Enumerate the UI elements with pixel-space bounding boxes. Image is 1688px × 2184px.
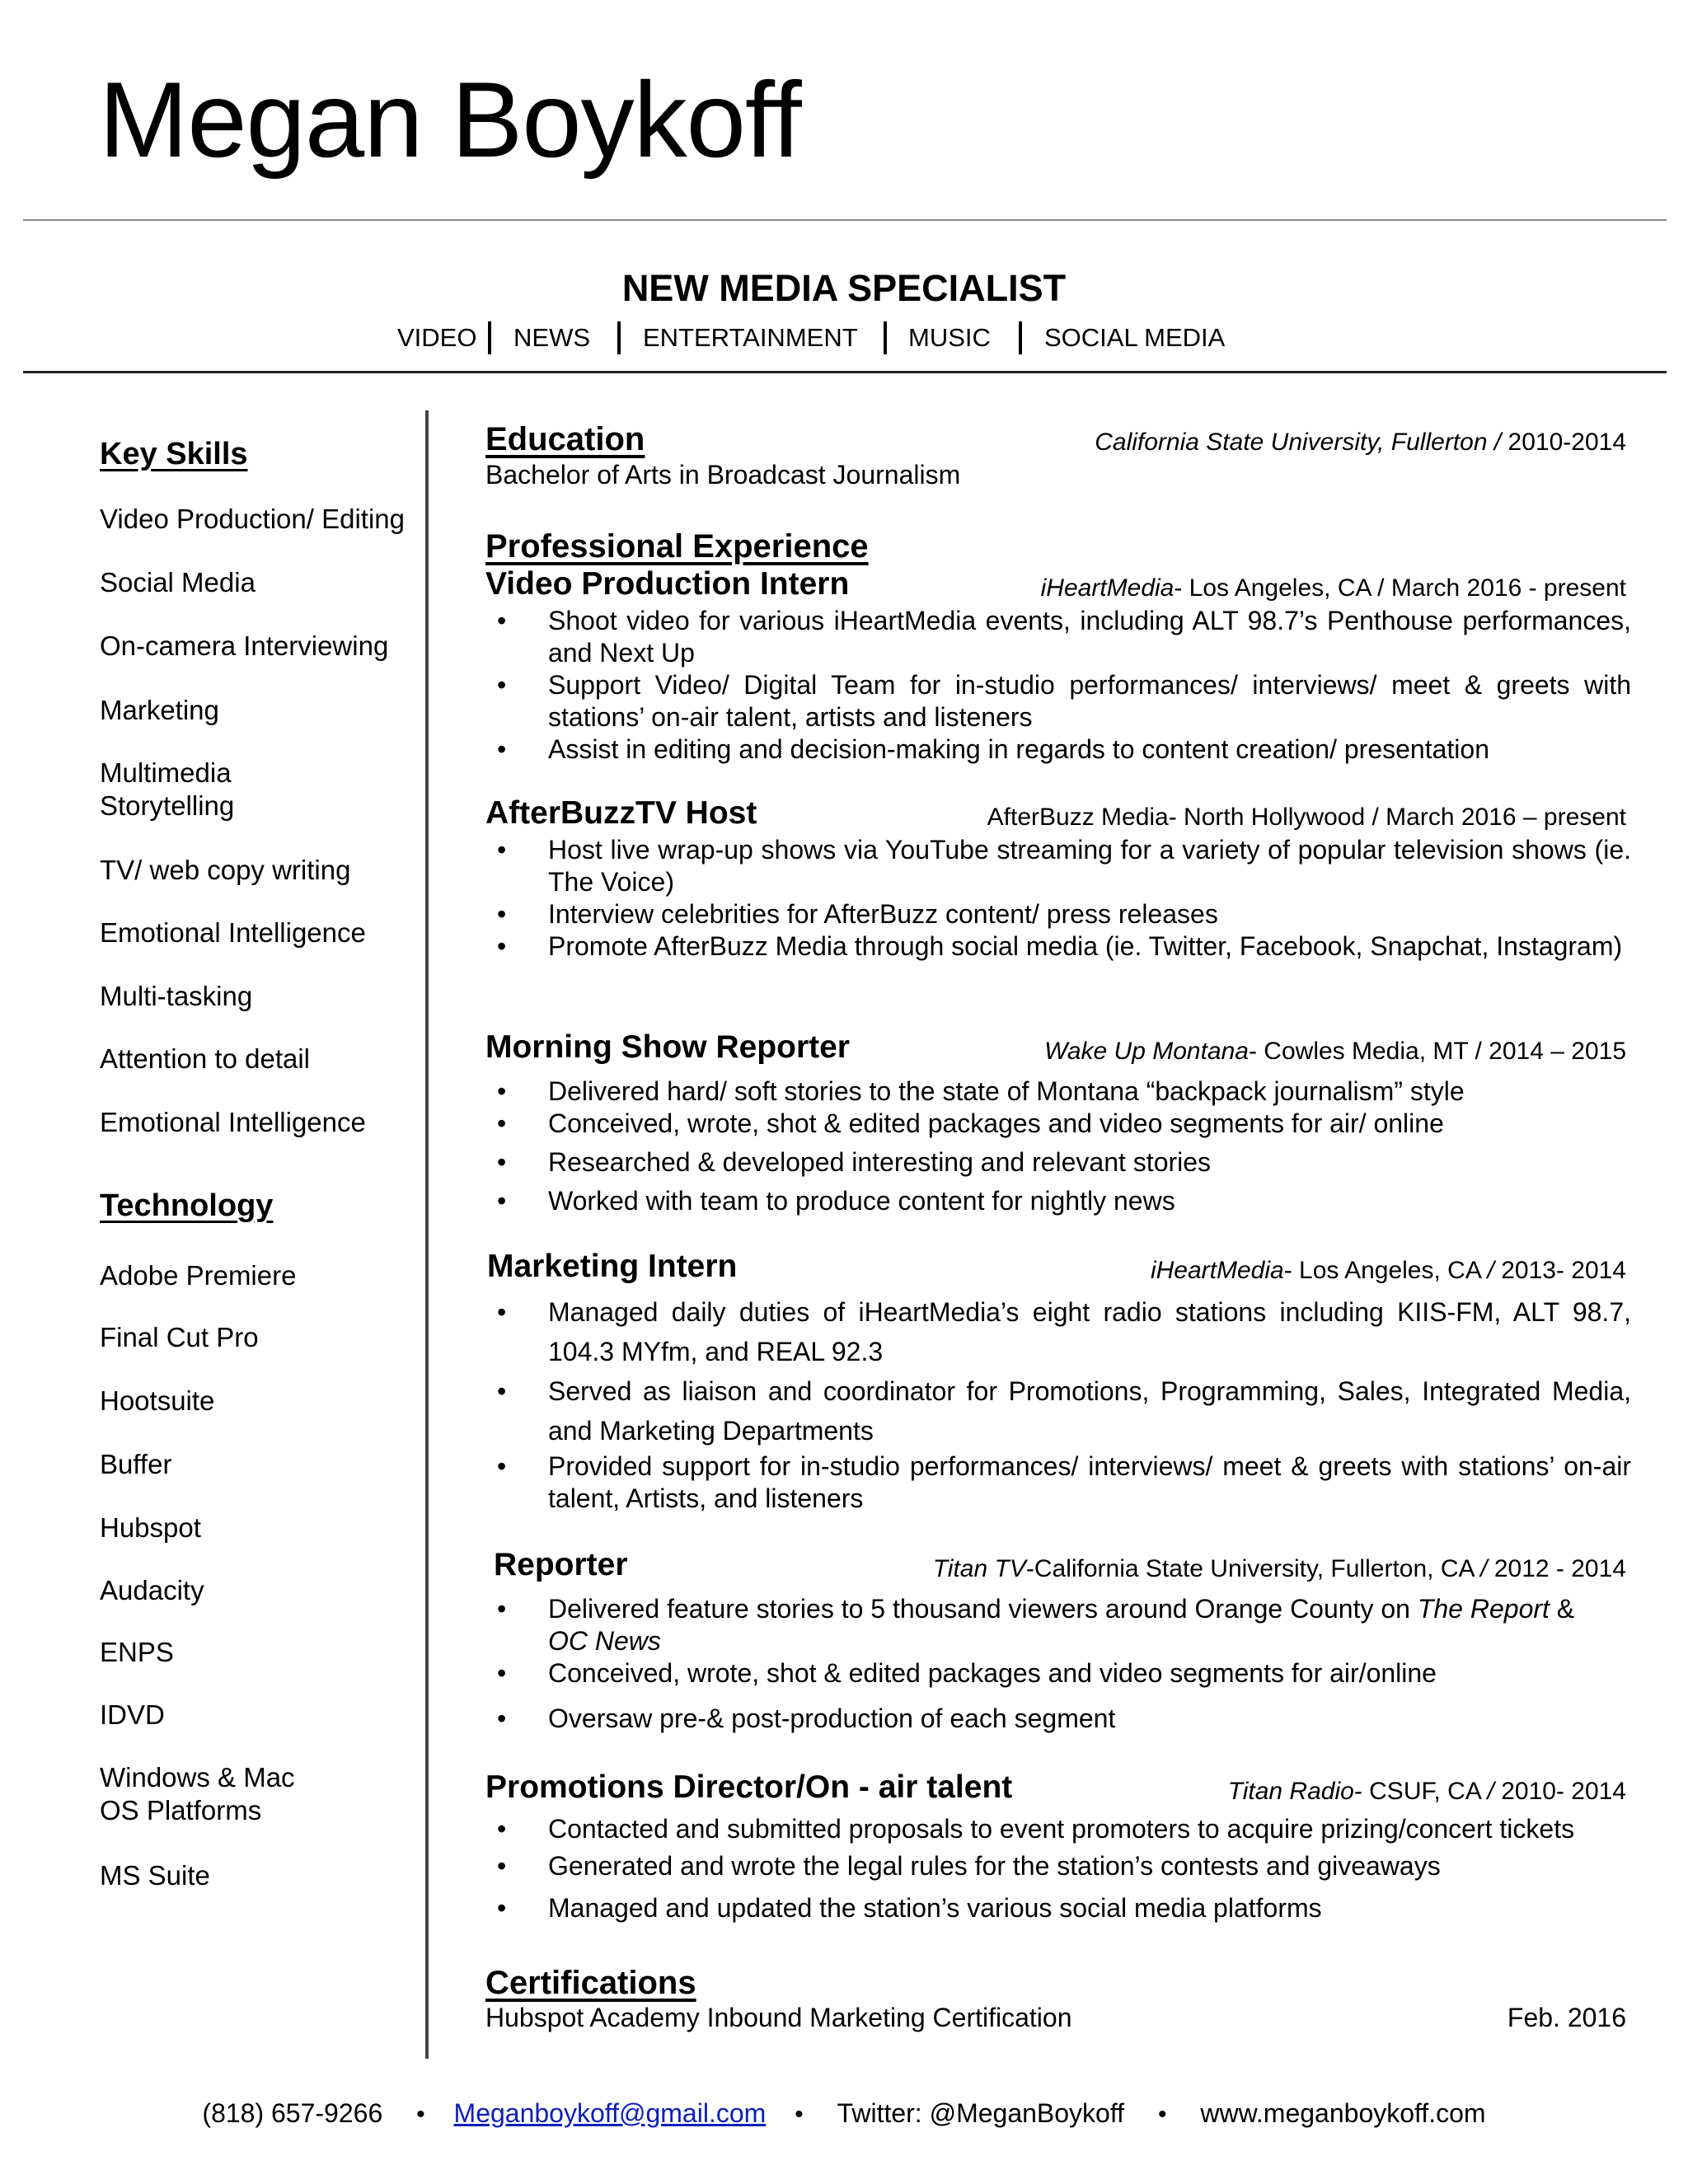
education-years: 2010-2014 bbox=[1507, 429, 1626, 456]
skill-item: Storytelling bbox=[100, 790, 235, 821]
bullet-dot: • bbox=[497, 1893, 507, 1923]
education-meta bbox=[1095, 426, 1626, 459]
skill-item: Social Media bbox=[100, 567, 256, 598]
list-item bbox=[485, 1813, 1631, 1845]
contact-phone: (818) 657-9266 bbox=[202, 2098, 383, 2128]
contact-email-link[interactable]: Meganboykoff@gmail.com bbox=[453, 2098, 767, 2128]
certifications-heading: Certifications bbox=[485, 1965, 696, 2001]
skill-item: On-camera Interviewing bbox=[100, 630, 389, 661]
bullet-dot: • bbox=[497, 1147, 507, 1177]
footer-separator: • bbox=[1157, 2101, 1167, 2128]
bullet-text: Shoot video for various iHeartMedia events, including ALT 98.7’s Penthouse performances, and Next Up bbox=[548, 606, 1631, 668]
bullet-text: Provided support for in-studio performances/ interviews/ meet & greets with stations’ on-air talent, Artists, and listeners bbox=[548, 1451, 1631, 1513]
job-org: iHeartMedia bbox=[1040, 574, 1175, 602]
tech-item: Hubspot bbox=[100, 1512, 201, 1543]
bullet-dot: • bbox=[497, 1658, 507, 1688]
job-detail: - CSUF, CA bbox=[1353, 1778, 1488, 1805]
list-item bbox=[485, 1657, 1631, 1690]
category-social-media: SOCIAL MEDIA bbox=[1044, 323, 1226, 352]
job-detail: -California State University, Fullerton, CA bbox=[1025, 1555, 1481, 1582]
job-bullets bbox=[485, 834, 1631, 963]
certification-date: Feb. 2016 bbox=[1507, 2003, 1626, 2032]
list-item bbox=[485, 1850, 1631, 1882]
job-bullets bbox=[485, 1593, 1631, 1735]
bullet-dot: • bbox=[497, 931, 507, 961]
bullet-dot: • bbox=[497, 899, 507, 929]
skill-item: Multimedia bbox=[100, 757, 232, 788]
skill-item: Emotional Intelligence bbox=[100, 917, 366, 948]
bullet-text: Oversaw pre-& post-production of each segment bbox=[548, 1704, 1116, 1733]
bullet-dot: • bbox=[497, 670, 507, 700]
skill-item: Emotional Intelligence bbox=[100, 1107, 366, 1137]
job-meta bbox=[933, 1553, 1626, 1586]
list-item bbox=[485, 834, 1631, 898]
footer-separator: • bbox=[795, 2101, 804, 2128]
list-item bbox=[485, 1292, 1631, 1371]
list-item bbox=[485, 1451, 1631, 1515]
bullet-text: Contacted and submitted proposals to event promoters to acquire prizing/concert tickets bbox=[548, 1814, 1575, 1844]
bullet-dot: • bbox=[497, 1451, 507, 1481]
tech-item: Windows & Mac bbox=[100, 1762, 295, 1793]
bullet-dot: • bbox=[497, 1704, 507, 1733]
list-item bbox=[485, 733, 1631, 766]
list-item bbox=[485, 1593, 1631, 1657]
bullet-text: Managed and updated the station’s various social media platforms bbox=[548, 1893, 1322, 1923]
skill-item: Marketing bbox=[100, 695, 219, 725]
bullet-dot: • bbox=[497, 1186, 507, 1216]
header-divider-top bbox=[23, 219, 1667, 221]
bullet-text: Researched & developed interesting and relevant stories bbox=[548, 1147, 1212, 1177]
tech-item: Final Cut Pro bbox=[100, 1322, 259, 1352]
job-org: AfterBuzz Media bbox=[987, 804, 1169, 831]
job-meta bbox=[1044, 1035, 1626, 1068]
bullet-text: Delivered hard/ soft stories to the state of Montana “backpack journalism” style bbox=[548, 1076, 1465, 1106]
list-item bbox=[485, 1108, 1631, 1140]
tech-item: Hootsuite bbox=[100, 1385, 215, 1416]
education-degree: Bachelor of Arts in Broadcast Journalism bbox=[485, 460, 961, 490]
resume-name: Megan Boykoff bbox=[99, 59, 801, 180]
education-heading: Education bbox=[485, 421, 645, 457]
job-years: 2013- 2014 bbox=[1493, 1257, 1626, 1284]
bullet-text: Served as liaison and coordinator for Promotions, Programming, Sales, Integrated Media, and Marketing Departments bbox=[548, 1376, 1631, 1446]
skill-item: Video Production/ Editing bbox=[100, 504, 405, 534]
job-detail: - Cowles Media, MT / 2014 – 2015 bbox=[1248, 1038, 1626, 1065]
list-item bbox=[485, 1892, 1631, 1924]
bullet-text: Promote AfterBuzz Media through social media (ie. Twitter, Facebook, Snapchat, Instagram) bbox=[548, 931, 1623, 961]
sidebar-divider bbox=[425, 410, 429, 2059]
bullet-text: Managed daily duties of iHeartMedia’s eight radio stations including KIIS-FM, ALT 98.7, 104.3 MYfm, and REAL 92.3 bbox=[548, 1297, 1631, 1366]
list-item bbox=[485, 1185, 1631, 1217]
bullet-text-italic: The Report bbox=[1417, 1594, 1550, 1624]
job-slash: / bbox=[1487, 1778, 1494, 1805]
job-years: 2012 - 2014 bbox=[1487, 1555, 1626, 1582]
contact-website: www.meganboykoff.com bbox=[1200, 2098, 1486, 2128]
bullet-text: Interview celebrities for AfterBuzz content/ press releases bbox=[548, 899, 1218, 929]
education-school: California State University, Fullerton bbox=[1095, 429, 1488, 456]
bullet-text: Generated and wrote the legal rules for the station’s contests and giveaways bbox=[548, 1851, 1441, 1881]
list-item bbox=[485, 898, 1631, 930]
list-item bbox=[485, 669, 1631, 733]
bullet-dot: • bbox=[497, 606, 507, 635]
key-skills-heading: Key Skills bbox=[100, 437, 248, 471]
skill-item: Attention to detail bbox=[100, 1043, 311, 1074]
tech-item: Buffer bbox=[100, 1449, 172, 1479]
category-separator bbox=[1019, 321, 1022, 354]
bullet-dot: • bbox=[497, 1076, 507, 1106]
job-org: Titan TV bbox=[932, 1555, 1026, 1582]
job-slash: / bbox=[1480, 1555, 1488, 1582]
job-detail: - Los Angeles, CA bbox=[1283, 1257, 1488, 1284]
job-meta bbox=[1228, 1775, 1626, 1808]
resume-headline: NEW MEDIA SPECIALIST bbox=[621, 267, 1067, 309]
job-bullets bbox=[485, 1076, 1631, 1217]
bullet-dot: • bbox=[497, 1108, 507, 1138]
category-separator bbox=[884, 321, 887, 354]
job-title: Morning Show Reporter bbox=[485, 1029, 850, 1065]
job-slash: / bbox=[1487, 1257, 1494, 1284]
category-entertainment: ENTERTAINMENT bbox=[643, 323, 858, 352]
list-item bbox=[485, 1076, 1631, 1108]
job-org: iHeartMedia bbox=[1150, 1257, 1284, 1284]
category-music: MUSIC bbox=[908, 323, 991, 352]
tech-item: Audacity bbox=[100, 1575, 204, 1605]
job-meta bbox=[987, 801, 1626, 834]
bullet-dot: • bbox=[497, 1594, 507, 1624]
job-meta bbox=[1151, 1254, 1626, 1287]
tech-item: OS Platforms bbox=[100, 1795, 262, 1825]
bullet-text: & bbox=[1549, 1594, 1575, 1624]
header-divider-bottom bbox=[23, 371, 1667, 373]
experience-heading: Professional Experience bbox=[485, 528, 869, 565]
tech-item: ENPS bbox=[100, 1637, 174, 1667]
bullet-text: Worked with team to produce content for nightly news bbox=[548, 1186, 1175, 1216]
list-item bbox=[485, 605, 1631, 669]
job-title: Promotions Director/On - air talent bbox=[485, 1769, 1013, 1805]
category-separator bbox=[617, 321, 621, 354]
job-meta bbox=[1041, 572, 1626, 605]
job-title: Video Production Intern bbox=[485, 566, 850, 602]
category-separator bbox=[488, 321, 491, 354]
category-news: NEWS bbox=[513, 323, 590, 352]
bullet-text: Conceived, wrote, shot & edited packages and video segments for air/ online bbox=[548, 1108, 1444, 1138]
job-title: Marketing Intern bbox=[487, 1249, 738, 1284]
job-bullets bbox=[485, 605, 1631, 766]
job-bullets bbox=[485, 1292, 1631, 1515]
job-title: Reporter bbox=[494, 1547, 628, 1582]
tech-item: Adobe Premiere bbox=[100, 1260, 297, 1291]
bullet-dot: • bbox=[497, 1297, 507, 1327]
category-video: VIDEO bbox=[397, 323, 477, 352]
job-detail: - Los Angeles, CA / March 2016 - present bbox=[1174, 574, 1626, 602]
contact-footer bbox=[0, 2097, 1688, 2131]
job-org: Wake Up Montana bbox=[1044, 1038, 1249, 1065]
bullet-dot: • bbox=[497, 835, 507, 865]
bullet-dot: • bbox=[497, 734, 507, 764]
tech-item: IDVD bbox=[100, 1699, 165, 1730]
technology-heading: Technology bbox=[100, 1188, 274, 1223]
certification-name: Hubspot Academy Inbound Marketing Certification bbox=[485, 2003, 1072, 2032]
bullet-text: Conceived, wrote, shot & edited packages and video segments for air/online bbox=[548, 1658, 1437, 1688]
job-years: 2010- 2014 bbox=[1493, 1778, 1626, 1805]
bullet-text-italic: OC News bbox=[548, 1626, 661, 1656]
job-title: AfterBuzzTV Host bbox=[485, 795, 757, 831]
job-detail: - North Hollywood / March 2016 – present bbox=[1168, 804, 1626, 831]
bullet-dot: • bbox=[497, 1851, 507, 1881]
list-item bbox=[485, 930, 1631, 963]
skill-item: Multi-tasking bbox=[100, 981, 253, 1011]
bullet-text: Support Video/ Digital Team for in-studio performances/ interviews/ meet & greets with stations’ on-air talent, artists and listeners bbox=[548, 670, 1631, 732]
bullet-dot: • bbox=[497, 1814, 507, 1844]
tech-item: MS Suite bbox=[100, 1860, 210, 1891]
education-slash: / bbox=[1487, 429, 1508, 456]
job-org: Titan Radio bbox=[1227, 1778, 1354, 1805]
job-bullets bbox=[485, 1813, 1631, 1924]
list-item bbox=[485, 1703, 1631, 1735]
footer-separator: • bbox=[416, 2101, 425, 2128]
bullet-text: Assist in editing and decision-making in regards to content creation/ presentation bbox=[548, 734, 1489, 764]
bullet-text: Delivered feature stories to 5 thousand viewers around Orange County on bbox=[548, 1594, 1418, 1624]
bullet-text: Host live wrap-up shows via YouTube streaming for a variety of popular television shows (ie. The Voice) bbox=[548, 835, 1631, 897]
skill-item: TV/ web copy writing bbox=[100, 855, 351, 885]
list-item bbox=[485, 1371, 1631, 1451]
contact-twitter: Twitter: @MeganBoykoff bbox=[837, 2098, 1125, 2128]
list-item bbox=[485, 1146, 1631, 1179]
bullet-dot: • bbox=[497, 1376, 507, 1406]
